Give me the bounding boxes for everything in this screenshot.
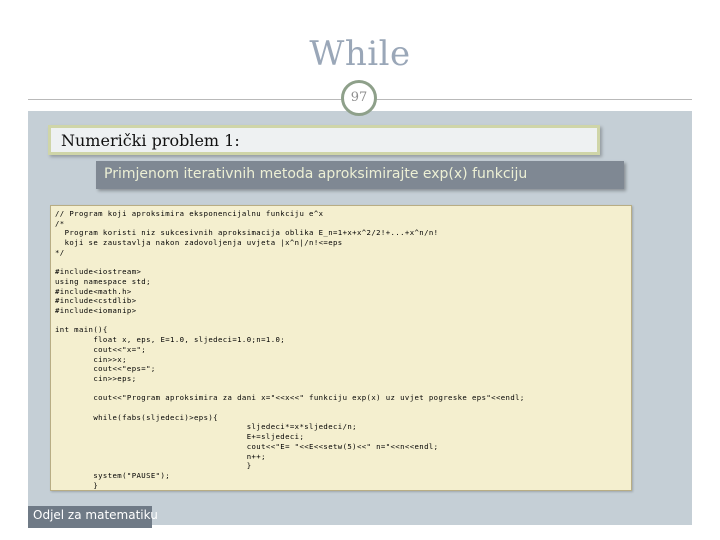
code-line: E+=sljedeci; <box>55 432 305 442</box>
code-line: float x, eps, E=1.0, sljedeci=1.0;n=1.0; <box>55 335 286 345</box>
code-line: #include<math.h> <box>55 286 132 296</box>
code-line: system("PAUSE"); <box>55 470 171 480</box>
code-line: int main(){ <box>55 325 108 335</box>
code-line: cin>>eps; <box>55 373 137 383</box>
slide-title: While <box>309 34 411 74</box>
code-line: koji se zaustavlja nakon zadovoljenja uvjeta |x^n|/n!<=eps <box>55 238 343 248</box>
code-line: } <box>55 461 252 471</box>
task-subtitle: Primjenom iterativnih metoda aproksimirajte exp(x) funkciju <box>104 166 528 182</box>
code-line: while(fabs(sljedeci)>eps){ <box>55 412 218 422</box>
code-line: #include<cstdlib> <box>55 296 137 306</box>
problem-heading: Numerički problem 1: <box>61 131 240 150</box>
code-line: using namespace std; <box>55 276 151 286</box>
code-line: Program koristi niz sukcesivnih aproksimacija oblika E_n=1+x+x^2/2!+...+x^n/n! <box>55 228 439 238</box>
code-line: */ <box>55 247 65 257</box>
footer-label: Odjel za matematiku <box>33 508 158 522</box>
code-listing-box <box>50 205 632 491</box>
footer-box <box>28 506 158 528</box>
code-line: /* <box>55 218 65 228</box>
task-subtitle-box <box>96 161 624 189</box>
code-line: cout<<"Program aproksimira za dani x="<<x<<" funkciju exp(x) uz uvjet pogreske eps"<<endl; <box>55 393 525 403</box>
code-line: cout<<"eps="; <box>55 364 156 374</box>
page-number-badge: 97 <box>341 80 377 116</box>
code-line: // Program koji aproksimira eksponencijalnu funkciju e^x <box>55 209 324 218</box>
code-line: #include<iomanip> <box>55 306 137 316</box>
code-line: #include<iostream> <box>55 267 142 277</box>
code-line: cout<<"E= "<<E<<setw(5)<<" n="<<n<<endl; <box>55 441 439 451</box>
code-line: sljedeci*=x*sljedeci/n; <box>55 422 357 432</box>
code-line: n++; <box>55 451 266 461</box>
code-line: cin>>x; <box>55 354 127 364</box>
code-line: cout<<"x="; <box>55 344 147 354</box>
code-listing <box>55 209 525 490</box>
code-line: } <box>55 480 99 490</box>
problem-heading-box <box>48 125 600 155</box>
